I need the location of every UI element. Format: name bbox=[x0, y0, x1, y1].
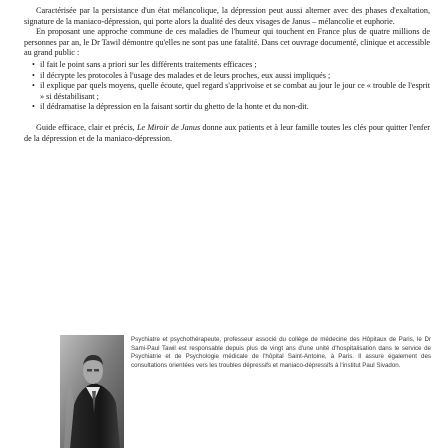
book-title: Le Miroir de Janus bbox=[136, 122, 201, 132]
bullet-text: il décrypte les protocoles à l'usage des malades et de leurs proches, eux aussi impliqués ; bbox=[40, 70, 331, 80]
second-paragraph: En proposant une approche commune de ces maladies de l'humeur qui touchent en France plus de quatre millions de personnes par an, le Dr Tawil démontre qu'elles ne sont pas une fatalité. Dans cet ouvrage documenté, clinique et accessible au grand public : bbox=[24, 27, 430, 58]
summary-paragraph bbox=[24, 123, 430, 144]
intro-paragraph: Caractérisée par la persistance d'un état mélancolique, la dépression peut aussi alterner avec des phases d'exaltation, signature de la maniaco-dépression, qui porte alors la dualité des deux visages de Janus – mélancolie et euphorie. bbox=[24, 6, 430, 26]
bullet-icon: • bbox=[32, 81, 35, 91]
bullet-item bbox=[32, 60, 430, 71]
author-bio: Psychiatre et psychothérapeute, professeur associé du collège de médecine des Hôpitaux de Paris, le Dr Sami-Paul Tawil est responsable depuis plus de vingt ans d'une unité d'hospitalisation dans le service de Psychiatrie et de Psychologie médicale de l'hôpital Saint-Antoine, à Paris. Il assure également des consultations orientées vers les troubles dépressifs et maniaco-dépressifs à l'institut Paul Sivadon. bbox=[131, 336, 431, 369]
bullet-item bbox=[32, 71, 430, 82]
summary-prefix: Guide efficace, clair et précis, bbox=[36, 122, 137, 132]
summary-suffix: donne aux patients et à leur famille toutes les clés pour quitter l'enfer de la dépression et de la maniaco-dépression. bbox=[24, 122, 430, 143]
author-block bbox=[0, 335, 448, 448]
author-portrait-photo bbox=[60, 335, 124, 448]
bullet-text: il explique par quels moyens, quelle écoute, quel regard s'apprivoise et se combat au jour le jour ce « trouble de l'esprit » si déstabilisant ; bbox=[40, 81, 430, 101]
bullet-icon: • bbox=[32, 102, 35, 112]
description-text bbox=[24, 6, 430, 59]
bullet-item bbox=[32, 81, 430, 102]
portrait-image bbox=[60, 335, 124, 448]
bullet-list bbox=[24, 60, 430, 113]
bullet-icon: • bbox=[32, 59, 35, 69]
bullet-item bbox=[32, 102, 430, 113]
bullet-text: il dédramatise la dépression en la faisant sortir du ghetto de la honte et du non-dit. bbox=[40, 102, 309, 112]
bullet-icon: • bbox=[32, 70, 35, 80]
bullet-text: il fait le point sans a priori sur les différents traitements efficaces ; bbox=[40, 59, 257, 69]
